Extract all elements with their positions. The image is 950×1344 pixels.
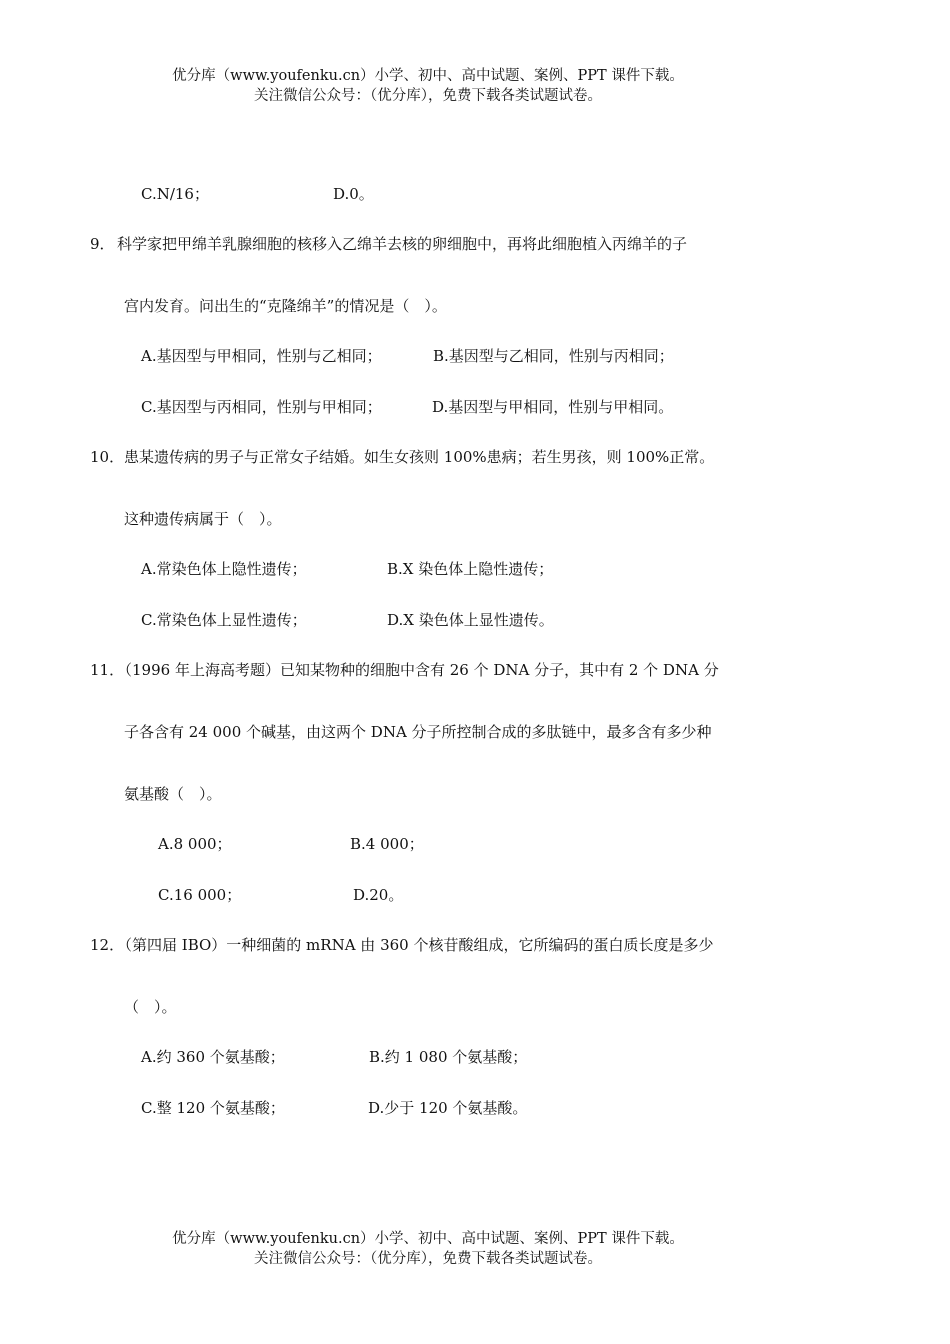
question-number: 11． xyxy=(90,661,125,679)
footer-line-1: 优分库（www.youfenku.cn）小学、初中、高中试题、案例、PPT 课件下载。 xyxy=(172,1231,684,1247)
option-d: D.20。 xyxy=(353,886,404,904)
page-header xyxy=(0,66,856,106)
page-footer xyxy=(0,1229,856,1269)
question-text-line: 患某遗传病的男子与正常女子结婚。如生女孩则 100%患病；若生男孩，则 100%正常。 xyxy=(124,448,715,466)
option-d: D.基因型与甲相同，性别与甲相同。 xyxy=(432,398,674,416)
option-a: A.常染色体上隐性遗传； xyxy=(141,560,307,578)
question-text-line: （第四届 IBO）一种细菌的 mRNA 由 360 个核苷酸组成，它所编码的蛋白质长度是多少 xyxy=(117,936,714,954)
header-line-2: 关注微信公众号：（优分库），免费下载各类试题试卷。 xyxy=(254,88,602,104)
question-number: 12． xyxy=(90,936,125,954)
option-b: B.4 000； xyxy=(350,835,424,853)
footer-line-2: 关注微信公众号：（优分库），免费下载各类试题试卷。 xyxy=(254,1251,602,1267)
option-c: C.基因型与丙相同，性别与甲相同； xyxy=(141,398,382,416)
question-number: 9． xyxy=(90,235,115,253)
option-a: A.8 000； xyxy=(158,835,232,853)
option-d: D.少于 120 个氨基酸。 xyxy=(368,1099,528,1117)
option-c: C.16 000； xyxy=(158,886,242,904)
option-b: B.基因型与乙相同，性别与丙相同； xyxy=(433,347,674,365)
question-text-line: 氨基酸（ ）。 xyxy=(124,785,222,803)
question-text-line: 科学家把甲绵羊乳腺细胞的核移入乙绵羊去核的卵细胞中，再将此细胞植入丙绵羊的子 xyxy=(117,235,688,253)
question-text-line: 宫内发育。问出生的“克隆绵羊”的情况是（ ）。 xyxy=(124,297,447,315)
option-a: A.约 360 个氨基酸； xyxy=(141,1048,285,1066)
option-b: B.约 1 080 个氨基酸； xyxy=(369,1048,528,1066)
option-c: C.常染色体上显性遗传； xyxy=(141,611,307,629)
option-c: C.整 120 个氨基酸； xyxy=(141,1099,285,1117)
question-text-line: 子各含有 24 000 个碱基，由这两个 DNA 分子所控制合成的多肽链中，最多含有多少种 xyxy=(124,723,712,741)
option-b: B.X 染色体上隐性遗传； xyxy=(387,560,554,578)
question-text-line: （ ）。 xyxy=(124,998,177,1016)
prev-option-c: C.N/16； xyxy=(141,185,209,203)
option-a: A.基因型与甲相同，性别与乙相同； xyxy=(141,347,382,365)
question-text-line: （1996 年上海高考题）已知某物种的细胞中含有 26 个 DNA 分子，其中有 2 个 DNA 分 xyxy=(117,661,719,679)
option-d: D.X 染色体上显性遗传。 xyxy=(387,611,554,629)
question-text-line: 这种遗传病属于（ ）。 xyxy=(124,510,282,528)
header-line-1: 优分库（www.youfenku.cn）小学、初中、高中试题、案例、PPT 课件下载。 xyxy=(172,68,684,84)
prev-option-d: D.0。 xyxy=(333,185,374,203)
question-number: 10． xyxy=(90,448,125,466)
